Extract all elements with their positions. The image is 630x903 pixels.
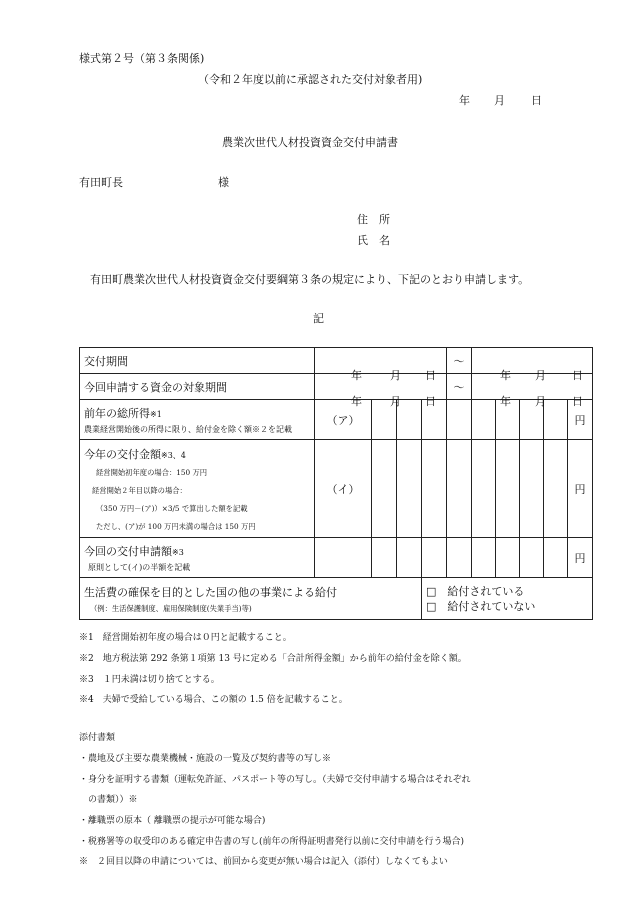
this-request-digit-3[interactable] <box>397 538 422 578</box>
prev-income-yen: 円 <box>568 400 593 440</box>
prev-income-digit-8[interactable] <box>544 400 568 440</box>
this-year-digit-5[interactable] <box>472 440 496 538</box>
target-start-month: 月 <box>390 394 401 408</box>
applicant-address-label: 住 所 <box>357 213 390 226</box>
this-year-digit-7[interactable] <box>520 440 544 538</box>
attachment-item-3: ・離職票の原本（ 離職票の提示が可能な場合) <box>79 816 266 826</box>
date-month-label: 月 <box>494 94 505 107</box>
this-year-yen: 円 <box>568 440 593 538</box>
target-tilde: ～ <box>447 374 472 400</box>
this-year-digit-2[interactable] <box>397 440 422 538</box>
form-number: 様式第２号（第３条関係) <box>79 52 205 65</box>
attachments-footnote: ※ ２回目以降の申請については、前回から変更が無い場合は記入（添付）しなくてもよい <box>79 857 448 867</box>
this-request-digit-1[interactable] <box>315 538 372 578</box>
target-end-month: 月 <box>535 394 546 408</box>
this-request-cell <box>80 538 315 578</box>
checkbox-not-received[interactable]: □ <box>426 599 437 613</box>
target-end-day: 日 <box>572 394 583 408</box>
option-received[interactable] <box>422 584 592 599</box>
attachment-item-2-cont: の書類））※ <box>79 795 138 805</box>
intro-text: 有田町農業次世代人材投資資金交付要綱第３条の規定により、下記のとおり申請します。 <box>90 273 530 286</box>
table-row-livelihood <box>80 578 593 620</box>
table-row-target-period <box>80 374 593 400</box>
attachment-item-2: ・身分を証明する書類（運転免許証、パスポート等の写し。（夫婦で交付申請する場合はそれぞれ <box>79 775 471 785</box>
livelihood-label: 生活費の確保を目的とした国の他の事業による給付 <box>84 585 337 599</box>
this-request-mark: ※3 <box>172 547 184 557</box>
note-3: ※3 １円未満は切り捨てとする。 <box>79 675 220 685</box>
period-start-day: 日 <box>425 368 436 382</box>
option-received-label: 給付されている <box>447 584 525 598</box>
prev-income-cell <box>80 400 315 440</box>
target-start-year: 年 <box>351 394 362 408</box>
option-not-received-label: 給付されていない <box>447 599 536 613</box>
attachment-item-1: ・農地及び主要な農業機械・施設の一覧及び契約書等の写し※ <box>79 754 332 764</box>
prev-income-digit-4[interactable] <box>447 400 472 440</box>
attachment-item-4: ・税務署等の収受印のある確定申告書の写し(前年の所得証明書発行以前に交付申請を行う場合) <box>79 837 465 847</box>
this-request-digit-5[interactable] <box>447 538 472 578</box>
target-period-label: 今回申請する資金の対象期間 <box>80 374 315 400</box>
period-label: 交付期間 <box>80 348 315 374</box>
applicant-name-label: 氏 名 <box>357 234 390 247</box>
this-year-digit-6[interactable] <box>496 440 520 538</box>
prev-income-note: 農業経営開始後の所得に限り、給付金を除く額※２を記載 <box>84 424 292 434</box>
this-year-digit-1[interactable] <box>372 440 397 538</box>
period-start-year: 年 <box>351 368 362 382</box>
target-end-year: 年 <box>500 394 511 408</box>
note-4: ※4 夫婦で受給している場合、この額の 1.5 倍を記載すること。 <box>79 695 348 705</box>
period-tilde: ～ <box>447 348 472 374</box>
this-year-mark: ※3、4 <box>161 450 186 460</box>
checkbox-received[interactable]: □ <box>426 584 437 598</box>
period-start-date[interactable] <box>315 348 447 382</box>
this-request-digit-4[interactable] <box>422 538 447 578</box>
period-end-day: 日 <box>572 368 583 382</box>
livelihood-cell <box>80 578 422 620</box>
option-not-received[interactable] <box>422 599 592 614</box>
note-1: ※1 経営開始初年度の場合は０円と記載すること。 <box>79 633 292 643</box>
this-year-label: 今年の交付金額 <box>84 447 161 461</box>
prev-income-code: （ア） <box>315 400 372 440</box>
this-year-cell <box>80 440 315 538</box>
this-year-line-1: 経営開始初年度の場合：150 万円 <box>96 467 208 477</box>
period-end-date[interactable] <box>472 348 593 382</box>
this-year-digit-8[interactable] <box>544 440 568 538</box>
prev-income-mark: ※1 <box>150 409 162 419</box>
date-day-label: 日 <box>531 94 542 107</box>
this-request-label: 今回の交付申請額 <box>84 544 172 558</box>
period-start-month: 月 <box>390 368 401 382</box>
this-request-digit-2[interactable] <box>372 538 397 578</box>
scope-note: （令和２年度以前に承認された交付対象者用) <box>198 73 423 86</box>
ki-mark: 記 <box>313 312 324 325</box>
this-year-digit-4[interactable] <box>447 440 472 538</box>
period-end-year: 年 <box>500 368 511 382</box>
this-year-code: （イ） <box>315 440 372 538</box>
target-start-day: 日 <box>425 394 436 408</box>
addressee-honorific: 様 <box>218 176 229 189</box>
prev-income-digit-5[interactable] <box>472 400 496 440</box>
this-year-line-3: （350 万円－(ア)）×3/5 で算出した額を記載 <box>96 503 248 513</box>
this-request-digit-6[interactable] <box>472 538 496 578</box>
period-end-month: 月 <box>535 368 546 382</box>
this-request-digit-7[interactable] <box>496 538 520 578</box>
attachments-heading: 添付書類 <box>79 733 116 743</box>
table-row-this-request <box>80 538 593 578</box>
table-row-this-year <box>80 440 593 538</box>
table-row-prev-income <box>80 400 593 440</box>
addressee-name: 有田町長 <box>79 176 123 189</box>
this-request-note: 原則として(イ)の半額を記載 <box>88 562 191 572</box>
livelihood-note: （例：生活保護制度、雇用保険制度(失業手当)等) <box>90 603 252 613</box>
table-row-period <box>80 348 593 374</box>
this-year-line-4: ただし、(ア)が 100 万円未満の場合は 150 万円 <box>96 521 256 531</box>
application-table <box>79 347 593 620</box>
note-2: ※2 地方税法第 292 条第１項第 13 号に定める「合計所得金額」から前年の給付金を除く額。 <box>79 654 467 664</box>
this-year-digit-3[interactable] <box>422 440 447 538</box>
date-year-label: 年 <box>459 94 470 107</box>
prev-income-label: 前年の総所得 <box>84 406 150 420</box>
this-request-digit-9[interactable] <box>544 538 568 578</box>
this-request-digit-8[interactable] <box>520 538 544 578</box>
this-year-line-2: 経営開始２年目以降の場合： <box>92 485 187 495</box>
livelihood-options <box>422 578 593 620</box>
document-title: 農業次世代人材投資資金交付申請書 <box>222 136 398 149</box>
this-request-yen: 円 <box>568 538 593 578</box>
